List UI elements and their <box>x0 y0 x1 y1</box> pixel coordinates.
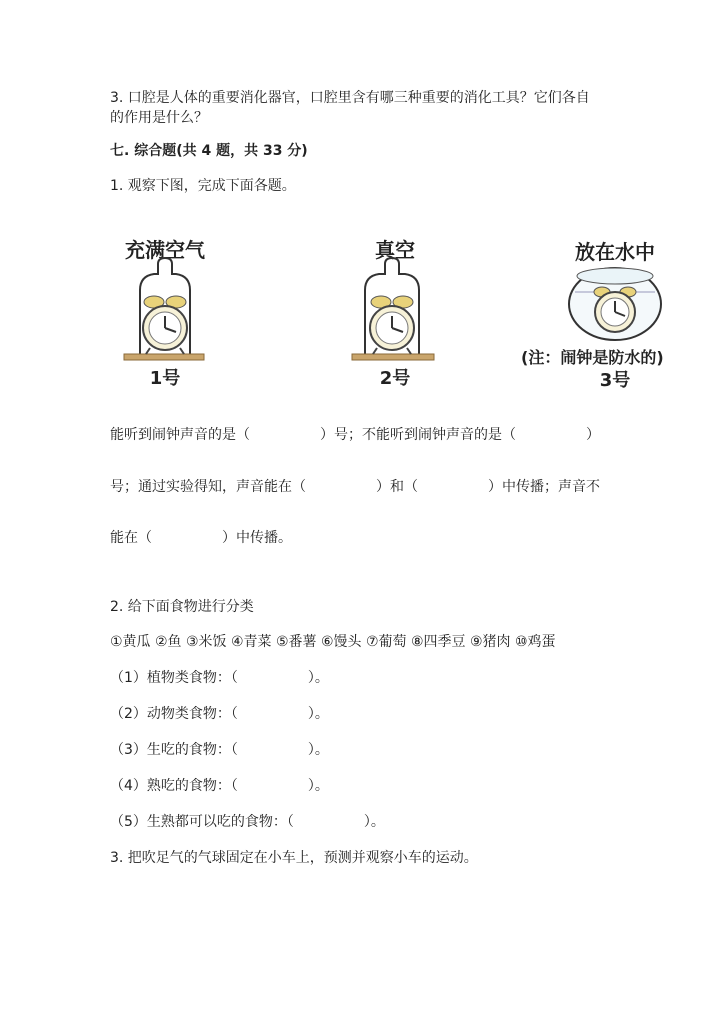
classification-item-5: （5）生熟都可以吃的食物：（ ）。 <box>110 814 385 830</box>
classification-item-4: （4）熟吃的食物：（ ）。 <box>110 778 329 794</box>
question-3-prompt: 3. 把吹足气的气球固定在小车上，预测并观察小车的运动。 <box>110 850 478 866</box>
question-3-line-2: 的作用是什么？ <box>110 110 208 126</box>
classification-item-1: （1）植物类食物：（ ）。 <box>110 670 329 686</box>
figure-3-caption: 放在水中 <box>575 240 655 264</box>
food-list: ①黄瓜 ②鱼 ③米饭 ④青菜 ⑤番薯 ⑥馒头 ⑦葡萄 ⑧四季豆 ⑨猪肉 ⑩鸡蛋 <box>110 634 556 650</box>
question-2-prompt: 2. 给下面食物进行分类 <box>110 599 254 615</box>
water-bowl-figure <box>565 262 665 348</box>
section-heading: 七. 综合题(共 4 题，共 33 分) <box>110 143 308 159</box>
figure-3-number: 3号 <box>599 370 631 391</box>
classification-item-2: （2）动物类食物：（ ）。 <box>110 706 329 722</box>
question-1-prompt: 1. 观察下图，完成下面各题。 <box>110 178 296 194</box>
classification-item-3: （3）生吃的食物：（ ）。 <box>110 742 329 758</box>
question-3-line-1: 3. 口腔是人体的重要消化器官，口腔里含有哪三种重要的消化工具？它们各自 <box>110 90 590 106</box>
figure-2-caption: 真空 <box>375 238 415 262</box>
figure-3-note: (注：闹钟是防水的) <box>521 348 664 367</box>
figure-2-number: 2号 <box>379 368 411 389</box>
figure-1-caption: 充满空气 <box>125 238 205 262</box>
question-1-fill-line-3: 能在（ ）中传播。 <box>110 530 292 546</box>
question-1-fill-line-1: 能听到闹钟声音的是（ ）号；不能听到闹钟声音的是（ ） <box>110 427 600 443</box>
figure-1-number: 1号 <box>149 368 181 389</box>
question-1-fill-line-2: 号；通过实验得知，声音能在（ ）和（ ）中传播；声音不 <box>110 479 600 495</box>
